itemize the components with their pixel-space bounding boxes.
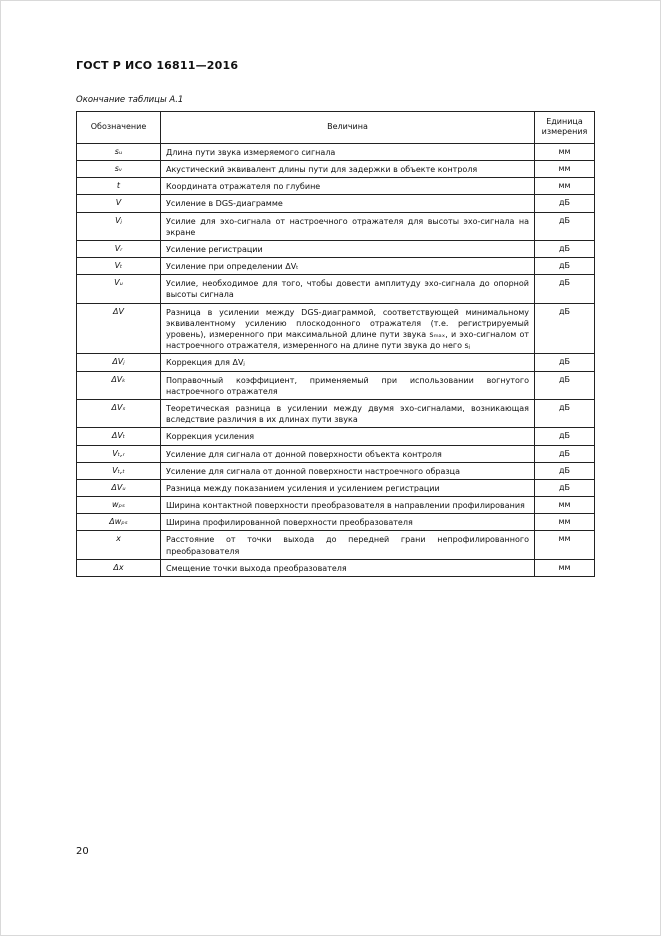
symbol-cell: Δwₚₛ: [77, 514, 161, 531]
description-cell: Теоретическая разница в усилении между двумя эхо-сигналами, возникающая вследствие различия в их длинах пути звука: [161, 399, 535, 427]
description-cell: Длина пути звука измеряемого сигнала: [161, 143, 535, 160]
symbol-cell: Vₜ,ᵣ: [77, 445, 161, 462]
unit-cell: мм: [535, 514, 595, 531]
table-row: [77, 178, 595, 195]
unit-cell: мм: [535, 160, 595, 177]
description-cell: Усиление для сигнала от донной поверхности объекта контроля: [161, 445, 535, 462]
table-row: [77, 371, 595, 399]
description-cell: Расстояние от точки выхода до передней грани непрофилированного преобразователя: [161, 531, 535, 559]
symbol-cell: t: [77, 178, 161, 195]
table-row: [77, 514, 595, 531]
description-cell: Смещение точки выхода преобразователя: [161, 559, 535, 576]
table-row: [77, 275, 595, 303]
symbol-cell: ΔVₛ: [77, 399, 161, 427]
symbol-cell: ΔV: [77, 303, 161, 354]
unit-cell: дБ: [535, 399, 595, 427]
symbol-cell: Vᵤ: [77, 275, 161, 303]
table-caption: Окончание таблицы А.1: [76, 95, 184, 105]
table-row: [77, 212, 595, 240]
symbol-cell: wₚₛ: [77, 497, 161, 514]
symbol-cell: V: [77, 195, 161, 212]
unit-cell: дБ: [535, 258, 595, 275]
table-row: [77, 428, 595, 445]
unit-cell: дБ: [535, 275, 595, 303]
table-row: [77, 445, 595, 462]
table-row: [77, 462, 595, 479]
unit-cell: дБ: [535, 240, 595, 257]
table-row: [77, 160, 595, 177]
symbol-cell: Vⱼ: [77, 212, 161, 240]
description-cell: Усиление при определении ΔVₜ: [161, 258, 535, 275]
column-header-designation: Обозначение: [77, 112, 161, 144]
symbol-cell: sᵤ: [77, 143, 161, 160]
description-cell: Ширина контактной поверхности преобразователя в направлении профилирования: [161, 497, 535, 514]
table-header-row: [77, 112, 595, 144]
unit-cell: дБ: [535, 212, 595, 240]
table-row: [77, 143, 595, 160]
description-cell: Поправочный коэффициент, применяемый при использовании вогнутого настроечного отражателя: [161, 371, 535, 399]
description-cell: Координата отражателя по глубине: [161, 178, 535, 195]
unit-cell: мм: [535, 531, 595, 559]
table-row: [77, 195, 595, 212]
table-row: [77, 559, 595, 576]
symbol-cell: ΔVₖ: [77, 371, 161, 399]
symbol-cell: Vₜ: [77, 258, 161, 275]
symbol-cell: Vᵣ: [77, 240, 161, 257]
symbol-cell: ΔVᵤ: [77, 479, 161, 496]
symbol-cell: x: [77, 531, 161, 559]
description-cell: Усилие, необходимое для того, чтобы довести амплитуду эхо-сигнала до опорной высоты сигнала: [161, 275, 535, 303]
description-cell: Разница в усилении между DGS-диаграммой, соответствующей минимальному эквивалентному усилению плоскодонного отражателя (т.е. регистрируемый уровень), измеренного при максимальной длине пути звука sₘₐₓ, и эхо-сигналом от настроечного отражателя, измеренного на длине пути звука до него sⱼ: [161, 303, 535, 354]
description-cell: Коррекция для ΔVⱼ: [161, 354, 535, 371]
description-cell: Усиление регистрации: [161, 240, 535, 257]
unit-cell: дБ: [535, 303, 595, 354]
table-body: [77, 143, 595, 576]
description-cell: Усиление для сигнала от донной поверхности настроечного образца: [161, 462, 535, 479]
description-cell: Акустический эквивалент длины пути для задержки в объекте контроля: [161, 160, 535, 177]
description-cell: Разница между показанием усиления и усилением регистрации: [161, 479, 535, 496]
table-row: [77, 531, 595, 559]
description-cell: Усилие для эхо-сигнала от настроечного отражателя для высоты эхо-сигнала на экране: [161, 212, 535, 240]
unit-cell: дБ: [535, 462, 595, 479]
page-number: 20: [76, 846, 89, 857]
table-row: [77, 399, 595, 427]
table-row: [77, 240, 595, 257]
document-title: ГОСТ Р ИСО 16811—2016: [76, 59, 239, 72]
column-header-quantity: Величина: [161, 112, 535, 144]
unit-cell: дБ: [535, 354, 595, 371]
column-header-unit: Единица измерения: [535, 112, 595, 144]
unit-cell: дБ: [535, 445, 595, 462]
table-row: [77, 258, 595, 275]
unit-cell: дБ: [535, 371, 595, 399]
description-cell: Ширина профилированной поверхности преобразователя: [161, 514, 535, 531]
table-row: [77, 354, 595, 371]
symbol-cell: Vₜ,ₜ: [77, 462, 161, 479]
symbol-cell: ΔVⱼ: [77, 354, 161, 371]
unit-cell: дБ: [535, 479, 595, 496]
unit-cell: мм: [535, 178, 595, 195]
symbol-cell: Δx: [77, 559, 161, 576]
unit-cell: дБ: [535, 428, 595, 445]
unit-cell: мм: [535, 143, 595, 160]
table-row: [77, 479, 595, 496]
table-row: [77, 303, 595, 354]
symbols-table: [76, 111, 595, 577]
unit-cell: мм: [535, 559, 595, 576]
symbol-cell: ΔVₜ: [77, 428, 161, 445]
description-cell: Коррекция усиления: [161, 428, 535, 445]
unit-cell: дБ: [535, 195, 595, 212]
table-row: [77, 497, 595, 514]
symbol-cell: sᵥ: [77, 160, 161, 177]
unit-cell: мм: [535, 497, 595, 514]
description-cell: Усиление в DGS-диаграмме: [161, 195, 535, 212]
